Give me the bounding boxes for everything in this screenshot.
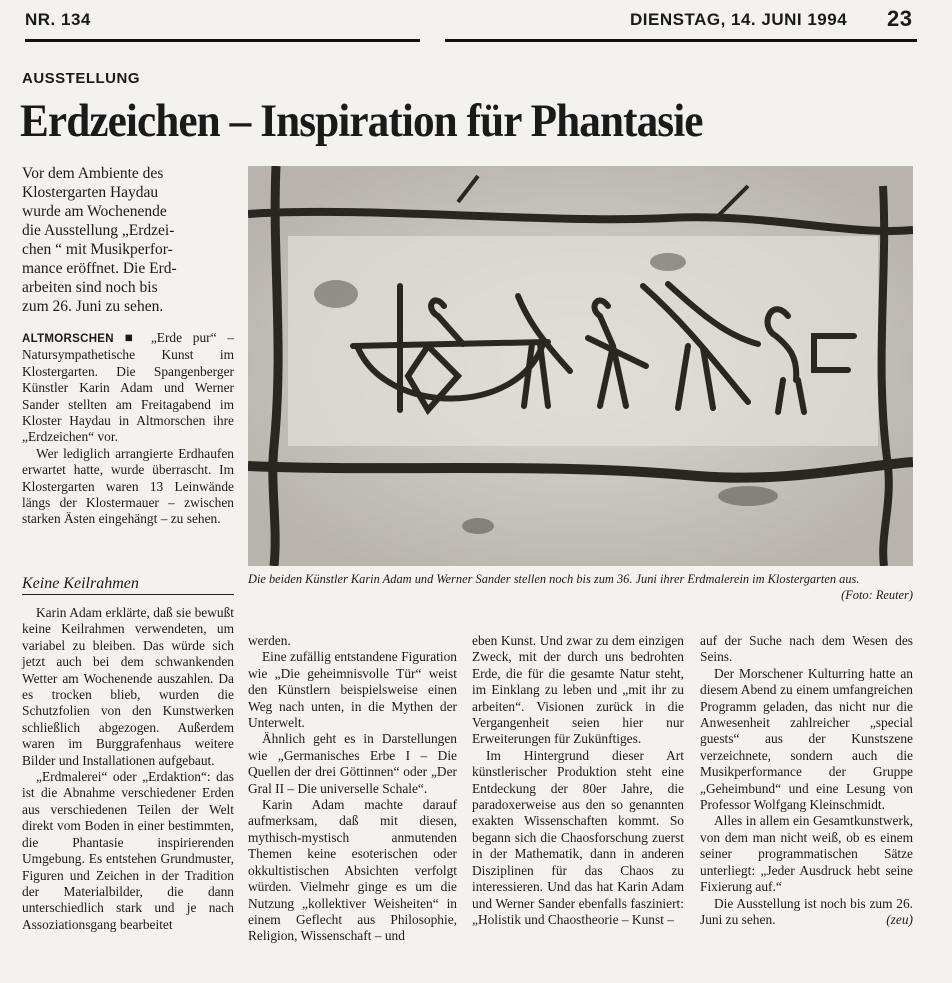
lead-line: wurde am Wochenende bbox=[22, 203, 167, 220]
article-headline: Erdzeichen – Inspiration für Phantasie bbox=[20, 95, 703, 147]
section-subhead: Keine Keilrahmen bbox=[22, 575, 234, 595]
dateline: ALTMORSCHEN bbox=[22, 333, 114, 345]
author-initials: (zeu) bbox=[886, 911, 913, 927]
lead-line: arbeiten sind noch bis bbox=[22, 279, 158, 296]
dateline-square-icon: ■ bbox=[124, 330, 141, 345]
col4-paragraph-1: Der Morschener Kulturring hatte an diesem Abend zu einem umfangreichen Programm geladen, das nicht nur die Anwesenheit zahlreicher „special guests“ aus der Kunstszene verzeichnete, sondern auch die Musikperformance der Gruppe „Geheimbund“ und eine Lesung von Professor Wolfgang Kleinschmidt. bbox=[700, 665, 913, 813]
body-column-4 bbox=[700, 633, 913, 928]
lead-line: Klostergarten Haydau bbox=[22, 184, 159, 201]
col4-paragraph-3 bbox=[700, 896, 913, 929]
intro-paragraph-1 bbox=[22, 330, 234, 446]
col4-text-3: Die Ausstellung ist noch bis zum 26. Juni zu sehen. bbox=[700, 895, 913, 927]
masthead-rule-right bbox=[445, 39, 917, 42]
lead-line: die Ausstellung „Erdzei- bbox=[22, 222, 175, 239]
intro-column bbox=[22, 330, 234, 528]
issue-date: DIENSTAG, 14. JUNI 1994 bbox=[630, 10, 848, 29]
col2-paragraph-0: werden. bbox=[248, 633, 291, 648]
col2-paragraph-1: Eine zufällig entstandene Figuration wie „Die geheimnisvolle Tür“ weist den Künstlern beispielsweise einen Weg nach unten, in die Mythen der Unterwelt. bbox=[248, 649, 457, 731]
intro-text-1: „Erde pur“ – Natursympathetische Kunst im Klostergarten. Die Spangenberger Künstler Karin Adam und Werner Sander stellten am Freitagabend im Kloster Haydau in Altmorschen ihre „Erdzeichen“ vor. bbox=[22, 330, 234, 445]
lead-line: mance eröffnet. Die Erd- bbox=[22, 260, 177, 277]
article-lead bbox=[22, 164, 247, 316]
photo-caption: Die beiden Künstler Karin Adam und Werner Sander stellen noch bis zum 36. Juni ihrer Erdmalerein im Klostergarten aus. bbox=[248, 572, 860, 586]
artwork-illustration bbox=[248, 166, 913, 566]
issue-number: NR. 134 bbox=[25, 10, 91, 29]
col3-paragraph-0: eben Kunst. Und zwar zu dem einzigen Zweck, mit der durch uns bedrohten Erde, die für die gesamte Natur steht, im Einklang zu leben und „mit ihr zu arbeiten“. Visionen zurück in die Vergangenheit seien hier nur Erweiterungen für Zukünftiges. bbox=[472, 633, 684, 747]
col4-paragraph-0: auf der Suche nach dem Wesen des Seins. bbox=[700, 633, 913, 665]
body-column-3 bbox=[472, 633, 684, 928]
col4-paragraph-2: Alles in allem ein Gesamtkunstwerk, von dem man nicht weiß, ob es einem seiner programmatischen Sätze unterliegt: „Jeder Ausdruck hebt seine Fixierung auf.“ bbox=[700, 813, 913, 895]
page-number: 23 bbox=[887, 6, 913, 31]
lead-line: chen “ mit Musikperfor- bbox=[22, 241, 173, 258]
artwork-photo bbox=[248, 166, 913, 566]
col1-paragraph-2: „Erdmalerei“ oder „Erdaktion“: das ist die Abnahme verschiedener Erden aus verschiedenen Teilen der Welt direkt vom Boden in einer bestimmten, die Phantasie inspirierenden Umgebung. Es entstehen Grundmuster, Figuren und Zeichen in der Tradition der Materialbilder, die dann unterschiedlich stark und je nach Assoziationsgang bearbeitet bbox=[22, 769, 234, 932]
col2-paragraph-3: Karin Adam machte darauf aufmerksam, daß mit diesen, mythisch-mystisch anmutenden Themen keine esoterischen oder okkultistischen Absichten verfolgt würden. Vielmehr ginge es um die Nutzung „kollektiver Weisheiten“ in einem Geflecht aus Philosophie, Religion, Wissenschaft – und bbox=[248, 797, 457, 944]
lead-line: Vor dem Ambiente des bbox=[22, 165, 164, 182]
lead-line: zum 26. Juni zu sehen. bbox=[22, 298, 164, 315]
col1-paragraph-1: Karin Adam erklärte, daß sie bewußt keine Keilrahmen verwendeten, um variabel zu bleiben. Das würde sich jetzt auch bei dem schwankenden Wetter am Wochenende auszahlen. Da es trocken blieb, wurden die Schutzfolien von den Kunstwerken schließlich abgezogen. Außerdem waren im Burggrafenhaus weitere Bilder und Installationen aufgebaut. bbox=[22, 605, 234, 768]
intro-paragraph-2: Wer lediglich arrangierte Erdhaufen erwartet hatte, wurde überrascht. Im Klostergarten waren 13 Leinwände längs der Klostermauer – zwischen starken Ästen eingehängt – zu sehen. bbox=[22, 445, 234, 527]
body-column-1 bbox=[22, 605, 234, 933]
article-kicker: AUSSTELLUNG bbox=[22, 70, 140, 87]
masthead-rule-left bbox=[25, 39, 420, 42]
body-column-2 bbox=[248, 633, 457, 945]
col3-paragraph-1: Im Hintergrund dieser Art künstlerischer Produktion steht eine Entdeckung der 80er Jahre, die paradoxerweise aus den so genannten exakten Wissenschaften kommt. So begann sich die Chaosforschung zuerst in der Mathematik, dann in anderen Disziplinen für das Chaos zu interessieren. Und das hat Karin Adam und Werner Sander ebenfalls fasziniert: „Holistik und Chaostheorie – Kunst – bbox=[472, 747, 684, 927]
photo-credit: (Foto: Reuter) bbox=[841, 588, 913, 602]
col2-paragraph-2: Ähnlich geht es in Darstellungen wie „Germanisches Erbe I – Die Quellen der drei Göttinnen“ oder „Der Gral II – Die universelle Schale“. bbox=[248, 731, 457, 796]
